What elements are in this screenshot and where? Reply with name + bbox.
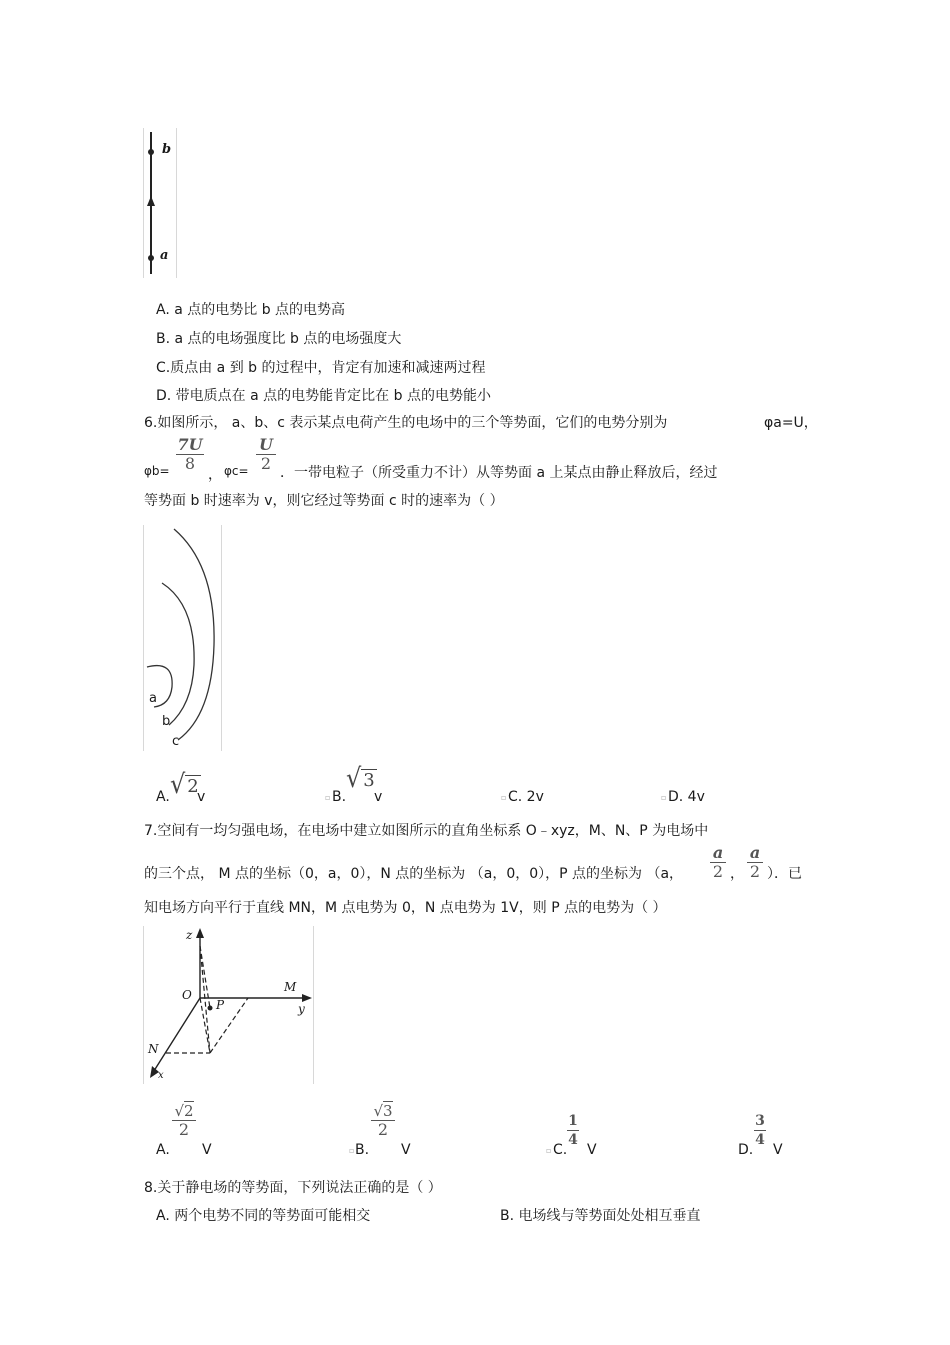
axis-label-z: z xyxy=(186,928,193,942)
q6-option-b-unit: v xyxy=(374,789,383,805)
q7-option-a-unit: V xyxy=(202,1142,212,1158)
q7-frac1-den: 2 xyxy=(712,862,724,881)
q7-option-d-fraction xyxy=(752,1112,768,1149)
q7-option-d-num: 3 xyxy=(755,1113,765,1129)
q6-option-a-rad: 2 xyxy=(187,776,199,797)
q7-option-b-unit: V xyxy=(401,1142,411,1158)
q6-option-c: C. 2v xyxy=(508,789,544,805)
point-p-dot xyxy=(208,1006,213,1011)
point-label-m: M xyxy=(284,980,297,994)
label-b: b xyxy=(162,142,172,157)
q6-phi-c-den: 2 xyxy=(260,454,272,473)
equipotential-svg xyxy=(144,525,221,751)
axis-label-x: x xyxy=(158,1070,164,1081)
equipotential-arc-b xyxy=(162,583,194,725)
coordinate-svg xyxy=(144,926,313,1084)
q7-line3: 知电场方向平行于直线 MN，M 点电势为 0，N 点电势为 1V，则 P 点的电势为（ ） xyxy=(144,900,667,916)
z-arrow-icon xyxy=(196,928,204,938)
q8-line1: 8.关于静电场的等势面，下列说法正确的是（ ） xyxy=(144,1180,442,1196)
q7-option-a-rad: 2 xyxy=(184,1102,194,1120)
q6-line1: 6.如图所示， a、b、c 表示某点电荷产生的电场中的三个等势面，它们的电势分别为 xyxy=(144,415,668,431)
coordinate-figure xyxy=(143,926,314,1084)
q6-line3: 等势面 b 时速率为 v，则它经过等势面 c 时的速率为（ ） xyxy=(144,493,504,509)
arc-label-a: a xyxy=(149,691,157,706)
arc-label-c: c xyxy=(172,734,180,749)
q6-phi-c-label: φc= xyxy=(224,464,249,478)
q6-phi-b-label: φb= xyxy=(144,464,170,478)
q7-option-a-prefix: A. xyxy=(156,1142,170,1158)
q7-fraction-1 xyxy=(708,844,728,881)
q7-option-a-fraction: √2 2 xyxy=(170,1102,198,1139)
q7-frac-sep: ， xyxy=(730,866,744,882)
q6-line2-rest: ．一带电粒子（所受重力不计）从等势面 a 上某点由静止释放后，经过 xyxy=(280,465,718,481)
q8-option-a: A. 两个电势不同的等势面可能相交 xyxy=(156,1208,371,1224)
point-b-dot xyxy=(148,149,154,155)
q6-option-b-rad: 3 xyxy=(363,770,375,791)
label-a: a xyxy=(160,248,169,263)
q7-line1: 7.空间有一均匀强电场，在电场中建立如图所示的直角坐标系 O﹣xyz，M、N、P 为电场中 xyxy=(144,823,709,839)
origin-label: O xyxy=(182,988,192,1002)
y-arrow-icon xyxy=(302,994,312,1002)
q7-fraction-2 xyxy=(745,844,765,881)
q7-option-b-prefix: B. xyxy=(355,1142,370,1158)
q6-comma: ， xyxy=(208,467,222,483)
q7-option-d-den: 4 xyxy=(755,1132,765,1148)
q7-option-c-prefix: C. xyxy=(553,1142,568,1158)
q6-phi-a: φa=U， xyxy=(764,415,818,431)
q7-line2-post: ）．已 xyxy=(767,866,802,882)
q6-phi-b-den: 8 xyxy=(184,454,196,473)
q6-option-b-prefix: B. xyxy=(332,789,347,805)
field-line-figure xyxy=(143,128,177,278)
q7-frac2-den: 2 xyxy=(749,862,761,881)
q7-option-b-den: 2 xyxy=(377,1120,389,1139)
point-a-dot xyxy=(148,255,154,261)
q7-option-b-fraction: √3 2 xyxy=(369,1102,397,1139)
q5-option-a: A. a 点的电势比 b 点的电势高 xyxy=(156,302,346,318)
q7-option-c-unit: V xyxy=(587,1142,597,1158)
q6-option-b-sqrt: √ 3 xyxy=(346,762,375,794)
q6-option-a-prefix: A. xyxy=(156,789,170,805)
q7-option-c-den: 4 xyxy=(568,1132,578,1148)
q7-option-d-prefix: D. xyxy=(738,1142,754,1158)
q6-phi-b-num: 7U xyxy=(177,435,203,454)
field-arrow-icon xyxy=(147,196,155,206)
q6-option-a-unit: v xyxy=(197,789,206,805)
q6-phi-c-fraction xyxy=(254,436,278,473)
q5-option-d: D. 带电质点在 a 点的电势能肯定比在 b 点的电势能小 xyxy=(156,388,491,404)
q6-phi-b-fraction xyxy=(174,436,206,473)
dashed-z-bottom xyxy=(200,946,210,1053)
q7-option-a-den: 2 xyxy=(178,1120,190,1139)
q7-frac2-num: a xyxy=(749,843,761,862)
q7-line2-pre: 的三个点， M 点的坐标（0，a，0），N 点的坐标为 （a，0，0），P 点的坐标为 （a， xyxy=(144,866,684,882)
equipotential-arc-c xyxy=(174,529,214,740)
q5-option-c: C.质点由 a 到 b 的过程中，肯定有加速和减速两过程 xyxy=(156,360,486,376)
q7-option-c-fraction xyxy=(565,1112,581,1149)
q7-option-d-unit: V xyxy=(773,1142,783,1158)
q8-option-b: B. 电场线与等势面处处相互垂直 xyxy=(500,1208,701,1224)
q6-phi-c-num: U xyxy=(259,435,273,454)
q7-option-c-num: 1 xyxy=(568,1113,578,1129)
q6-option-a-sqrt: √ 2 xyxy=(170,768,199,800)
q7-frac1-num: a xyxy=(712,843,724,862)
point-label-n: N xyxy=(148,1042,159,1056)
x-axis xyxy=(152,998,200,1074)
equipotential-figure xyxy=(143,525,222,751)
q7-option-b-rad: 3 xyxy=(383,1102,393,1120)
point-label-p: P xyxy=(216,998,225,1012)
q5-option-b: B. a 点的电场强度比 b 点的电场强度大 xyxy=(156,331,402,347)
axis-label-y: y xyxy=(298,1002,305,1016)
arc-label-b: b xyxy=(162,714,171,729)
q6-option-d: D. 4v xyxy=(668,789,705,805)
